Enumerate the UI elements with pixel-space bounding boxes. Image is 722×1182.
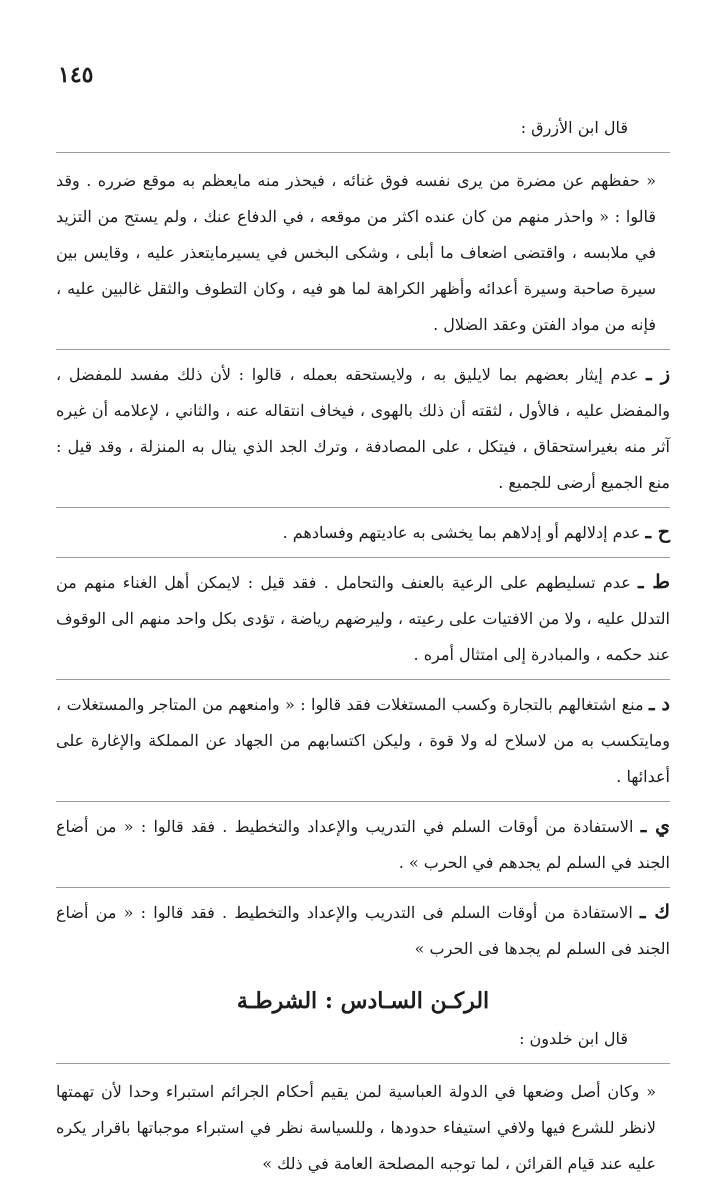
item-letter: ي ـ xyxy=(640,815,670,837)
paragraph-item-kaf xyxy=(56,894,670,967)
divider xyxy=(56,1063,670,1064)
paragraph-quote: « حفظهم عن مضرة من يرى نفسه فوق غنائه ، فيحذر منه مايعظم به موقع ضرره . وقد قالوا : « واحذر منهم من كان عنده اكثر من موقعه ، في الدفاع عنك ، ولم يستح من التزيد في ملابسه ، واقتضى اضعاف ما أبلى ، وشكى البخس في يسيرمايتعذر عليه ، وقايس بين سيرة صاحبة وسيرة أعدائه وأظهر الكراهة لما هو فيه ، وكان التطوف والثقل غالبين عليه ، فإنه من مواد الفتن وعقد الضلال . xyxy=(56,171,656,334)
item-letter: ك ـ xyxy=(640,901,671,923)
divider xyxy=(56,152,670,153)
section-title: الركـن السـادس : الشرطـة xyxy=(236,988,490,1014)
item-letter: ح ـ xyxy=(645,521,670,543)
paragraph-item-dal xyxy=(56,686,670,795)
item-text: عدم إدلالهم أو إدلاهم بما يخشى به عاديتهم وفسادهم . xyxy=(282,523,641,542)
divider xyxy=(56,887,670,888)
divider xyxy=(56,349,670,350)
intro-ibn-al-azraq: قال ابن الأزرق : xyxy=(520,118,628,137)
divider xyxy=(56,801,670,802)
item-letter: د ـ xyxy=(649,693,670,715)
item-text: عدم إيثار بعضهم بما لايليق به ، ولايستحقه بعمله ، قالوا : لأن ذلك مفسد للمفضل ، والمفضل عليه ، فالأول ، لثقته أن ذلك بالهوى ، فيخاف انتقاله عنه ، والثاني ، لإعلامه أن غيره آثر منه بغيراستحقاق ، فيتكل ، على المصادفة ، وترك الجد الذي ينال به المنزلة ، وقد قيل : منع الجميع أرضى للجميع . xyxy=(56,365,671,492)
paragraph-item-ha xyxy=(56,514,670,551)
intro-ibn-khaldun: قال ابن خلدون : xyxy=(519,1029,628,1048)
paragraph-item-zay xyxy=(56,356,670,501)
paragraph-quote-ibn-khaldun: « وكان أصل وضعها في الدولة العباسية لمن يقيم أحكام الجرائم استبراء وحدا لأن تهمتها لانظر للشرع فيها ولافي استيفاء حدودها ، وللسياسة نظر في استبراء موجباتها باقرار يكره عليه عند قيام القرائن ، لما توجبه المصلحة العامة في ذلك » xyxy=(56,1082,656,1173)
item-text: الاستفادة من أوقات السلم فى التدريب والإعداد والتخطيط . فقد قالوا : « من أضاع الجند فى السلم لم يجدها فى الحرب » xyxy=(56,903,670,958)
divider xyxy=(56,507,670,508)
paragraph-item-ta xyxy=(56,564,670,673)
divider xyxy=(56,557,670,558)
paragraph-item-ya xyxy=(56,808,670,881)
item-letter: ز ـ xyxy=(646,363,670,385)
divider xyxy=(56,679,670,680)
item-text: منع اشتغالهم بالتجارة وكسب المستغلات فقد قالوا : « وامنعهم من المتاجر والمستغلات ، ومايتكسب به من لاسلاح له ولا قوة ، وليكن اكتسابهم من الجهاد عن المملكة والإغارة على أعدائها . xyxy=(56,695,670,786)
item-letter: ط ـ xyxy=(638,571,671,593)
item-text: عدم تسليطهم على الرعية بالعنف والتحامل . فقد قيل : لايمكن أهل الغناء منهم من التدلل عليه ، ولا من الافتيات على رعيته ، وليرضهم رياضة ، تؤدى بكل واحد منهم الى الوقوف عند حكمه ، والمبادرة إلى امتثال أمره . xyxy=(56,573,670,664)
item-text: الاستفادة من أوقات السلم في التدريب والإعداد والتخطيط . فقد قالوا : « من أضاع الجند في السلم لم يجدهم في الحرب » . xyxy=(56,817,670,872)
body-text xyxy=(56,100,670,1182)
page-number: ١٤٥ xyxy=(58,62,94,88)
